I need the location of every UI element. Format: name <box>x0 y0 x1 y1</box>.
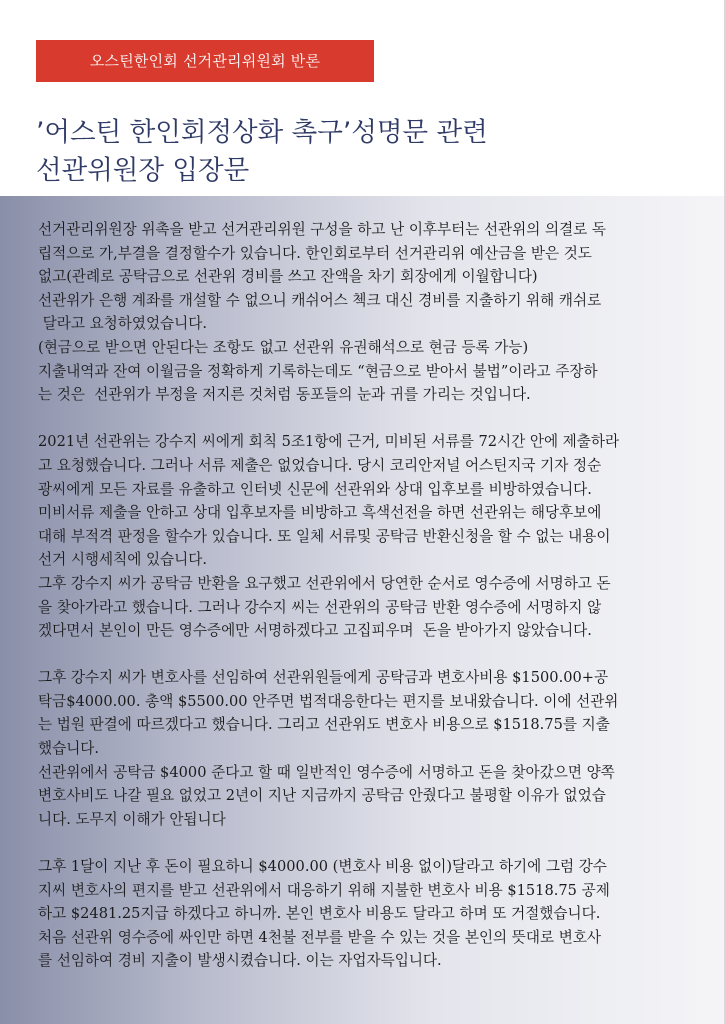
paragraph-line: 는 것은 선관위가 부정을 저지른 것처럼 동포들의 눈과 귀를 가리는 것입니다. <box>38 386 531 404</box>
paragraph-4 <box>38 855 708 973</box>
paragraph-line: 탁금$4000.00. 총액 $5500.00 안주면 법적대응한다는 편지를 보내왔습니다. 이에 선관위 <box>38 692 619 710</box>
paragraph-line: 니다. 도무지 이해가 안됩니다 <box>38 810 226 828</box>
paragraph-line: (현금으로 받으면 안된다는 조항도 없고 선관위 유권해석으로 현금 등록 가능) <box>38 338 529 356</box>
paragraph-line: 를 선임하여 경비 지출이 발생시켰습니다. 이는 자업자득입니다. <box>38 952 442 970</box>
paragraph-line: 선거 시행세칙에 있습니다. <box>38 551 207 569</box>
paragraph-line: 그후 강수지 씨가 변호사를 선임하여 선관위원들에게 공탁금과 변호사비용 $1500.00+공 <box>38 669 609 687</box>
paragraph-line: 고 요청했습니다. 그러나 서류 제출은 없었습니다. 당시 코리안저널 어스틴지국 기자 정순 <box>38 456 602 474</box>
paragraph-3 <box>38 666 708 831</box>
paragraph-line: 는 법원 판결에 따르겠다고 했습니다. 그리고 선관위도 변호사 비용으로 $1518.75를 지출 <box>38 716 610 734</box>
paragraph-2 <box>38 430 708 642</box>
paragraph-1 <box>38 218 708 407</box>
paragraph-line: 지출내역과 잔여 이월금을 정확하게 기록하는데도 “현금으로 받아서 불법”이라고 주장하 <box>38 362 598 380</box>
paragraph-line: 선관위가 은행 계좌를 개설할 수 없으니 캐쉬어스 첵크 대신 경비를 지출하기 위해 캐쉬로 <box>38 291 602 309</box>
paragraph-line: 했습니다. <box>38 740 100 758</box>
paragraph-line: 변호사비도 나갈 필요 없었고 2년이 지난 지금까지 공탁금 안줬다고 불평할 이유가 없었습 <box>38 787 606 805</box>
statement-body <box>38 218 708 973</box>
paragraph-gap <box>38 831 708 855</box>
paragraph-line: 처음 선관위 영수증에 싸인만 하면 4천불 전부를 받을 수 있는 것을 본인의 뜻대로 변호사 <box>38 928 602 946</box>
paragraph-line: 대해 부적격 판정을 할수가 있습니다. 또 일체 서류및 공탁금 반환신청을 할 수 없는 내용이 <box>38 527 611 545</box>
page-title <box>36 114 716 190</box>
paragraph-gap <box>38 407 708 431</box>
title-line-1: ’어스틴 한인회정상화 촉구’성명문 관련 <box>36 116 488 148</box>
section-banner: 오스틴한인회 선거관리위원회 반론 <box>36 40 374 82</box>
paragraph-gap <box>38 643 708 667</box>
paragraph-line: 달라고 요청하였었습니다. <box>38 315 207 333</box>
paragraph-line: 2021년 선관위는 강수지 씨에게 회칙 5조1항에 근거, 미비된 서류를 72시간 안에 제출하라 <box>38 433 620 451</box>
paragraph-line: 을 찾아가라고 했습니다. 그러나 강수지 씨는 선관위의 공탁금 반환 영수증에 서명하지 않 <box>38 598 602 616</box>
paragraph-line: 립적으로 가,부결을 결정할수가 있습니다. 한인회로부터 선거관리위 예산금을 받은 것도 <box>38 244 592 262</box>
paragraph-line: 그후 1달이 지난 후 돈이 필요하니 $4000.00 (변호사 비용 없이)달라고 하기에 그럼 강수 <box>38 858 607 876</box>
title-line-2: 선관위원장 입장문 <box>36 154 250 186</box>
paragraph-line: 겠다면서 본인이 만든 영수증에만 서명하겠다고 고집피우며 돈을 받아가지 않았습니다. <box>38 622 592 640</box>
paragraph-line: 광씨에게 모든 자료를 유출하고 인터넷 신문에 선관위와 상대 입후보를 비방하였습니다. <box>38 480 592 498</box>
paragraph-line: 미비서류 제출을 안하고 상대 입후보자를 비방하고 흑색선전을 하면 선관위는 해당후보에 <box>38 504 602 522</box>
paragraph-line: 선거관리위원장 위촉을 받고 선거관리위원 구성을 하고 난 이후부터는 선관위의 의결로 독 <box>38 221 607 238</box>
paragraph-line: 없고(관례로 공탁금으로 선관위 경비를 쓰고 잔액을 차기 회장에게 이월합니다) <box>38 268 538 286</box>
paragraph-line: 하고 $2481.25지급 하겠다고 하니까. 본인 변호사 비용도 달라고 하며 또 거절했습니다. <box>38 905 601 923</box>
paragraph-line: 선관위에서 공탁금 $4000 준다고 할 때 일반적인 영수증에 서명하고 돈을 찾아갔으면 양쪽 <box>38 763 615 781</box>
paragraph-line: 지씨 변호사의 편지를 받고 선관위에서 대응하기 위해 지불한 변호사 비용 $1518.75 공제 <box>38 881 610 899</box>
paragraph-line: 그후 강수지 씨가 공탁금 반환을 요구했고 선관위에서 당연한 순서로 영수증에 서명하고 돈 <box>38 574 611 592</box>
